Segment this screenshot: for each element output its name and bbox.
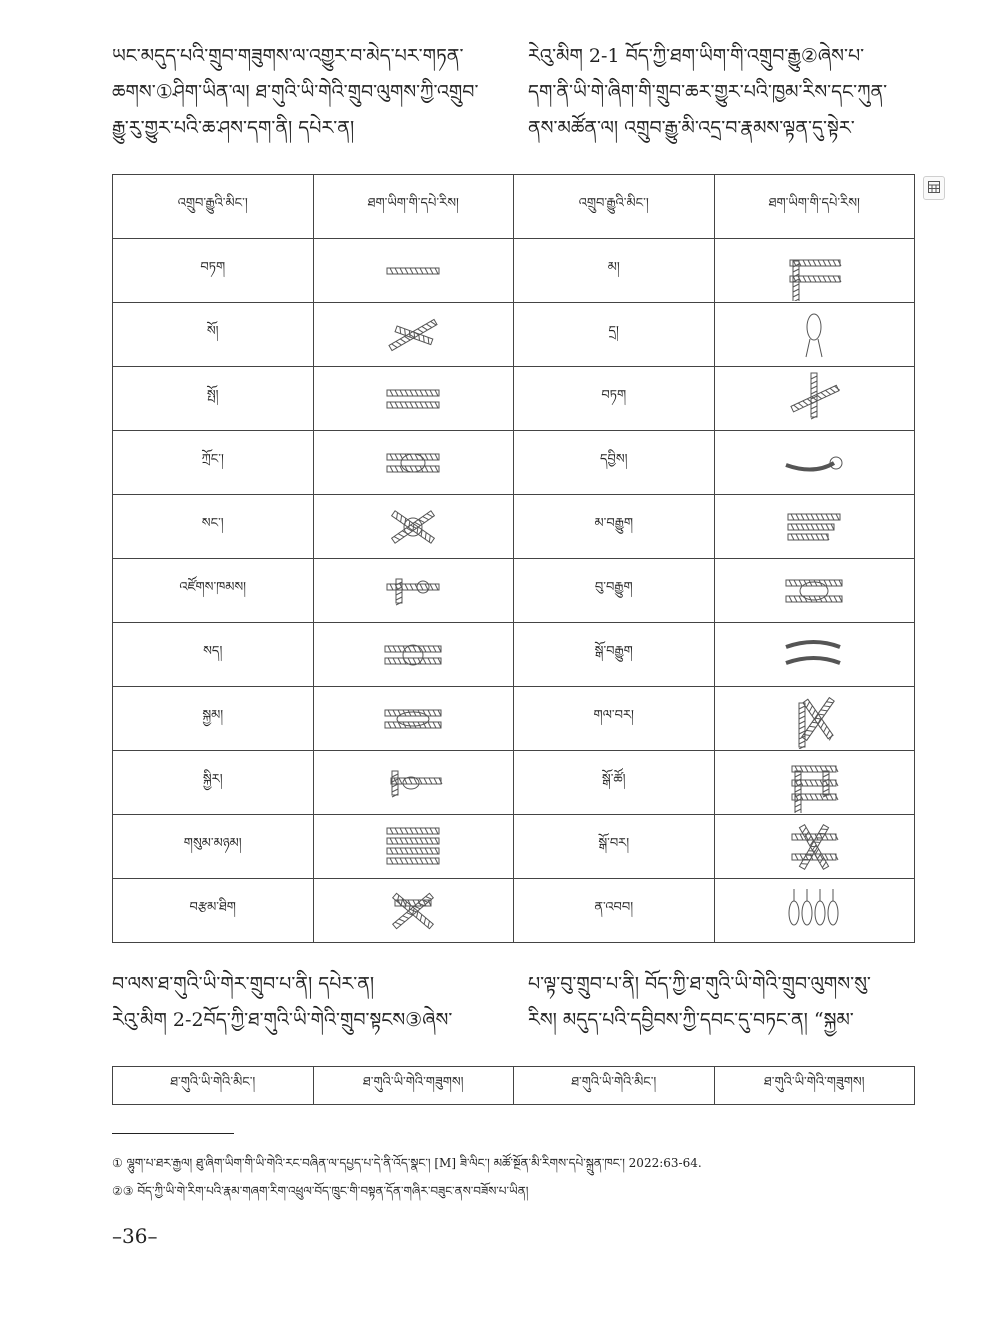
bottom-left-paragraph — [112, 966, 452, 1038]
table-header-cell: ཐ་གུའི་ཡི་གེའི་གཟུགས། — [313, 1067, 514, 1105]
ladder-icon — [778, 753, 850, 813]
table-header-cell: ཐ་གུའི་ཡི་གེའི་གཟུགས། — [714, 1067, 915, 1105]
table-select-icon[interactable] — [923, 176, 945, 200]
long-knot-icon — [377, 689, 449, 749]
table-row — [113, 879, 915, 943]
crossed-sticks-icon — [778, 689, 850, 749]
table-row — [113, 303, 915, 367]
text-line: རེའུ་མིག 2-1 བོད་ཀྱི་ཐག་ཡིག་གི་འགྲུབ་རྒྱུ②ཞེས་པ་ — [528, 45, 865, 67]
knot-diagram-cell — [714, 751, 915, 815]
knot-diagram-cell — [313, 367, 514, 431]
footnote-divider — [112, 1133, 234, 1134]
knot-name-cell: གལ་བར། — [514, 687, 715, 751]
text-line: རྒྱུ་རུ་གྱུར་པའི་ཆ་ཤས་དག་ནི། དཔེར་ན། — [112, 117, 355, 139]
text-line: ཆགས་①ཤིག་ཡིན་ལ། ཐ་གུའི་ཡི་གེའི་གྲུབ་ལུགས་ཀྱི་འགྲུབ་ — [112, 81, 479, 103]
knot-name-cell: མ་བརྒྱུག — [514, 495, 715, 559]
text-line: ཡང་མདུད་པའི་གྲུབ་གཟུགས་ལ་འགྱུར་བ་མེད་པར་གཏན་ — [112, 45, 464, 67]
stacked-rope-icon — [377, 817, 449, 877]
knot-name-cell: བུ་བརྒྱུག — [514, 559, 715, 623]
table-row — [113, 751, 915, 815]
grip-knot-icon — [377, 561, 449, 621]
knot-name-cell: སོ། — [113, 303, 314, 367]
knot-name-cell: སྤོ། — [113, 367, 314, 431]
knot-name-cell: ན་འབབ། — [514, 879, 715, 943]
text-line: བ་ལས་ཐ་གུའི་ཡི་གེར་གྲུབ་པ་ནི། དཔེར་ན། — [112, 973, 375, 995]
pendant-knots-icon — [778, 881, 850, 941]
parallel-loop-icon — [778, 625, 850, 685]
table-row — [113, 687, 915, 751]
letter-forms-table — [112, 1066, 915, 1105]
braid-knot-icon — [778, 561, 850, 621]
knot-diagram-cell — [714, 879, 915, 943]
top-right-paragraph — [528, 38, 887, 146]
knot-name-cell: བརྩམ་ཐིག — [113, 879, 314, 943]
knot-name-cell: སྐྱམ། — [113, 687, 314, 751]
knot-diagram-cell — [313, 559, 514, 623]
knot-diagram-cell — [714, 367, 915, 431]
text-line: རེའུ་མིག 2-2བོད་ཀྱི་ཐ་གུའི་ཡི་གེའི་གྲུབ་སྟངས③ཞེས་ — [112, 1009, 453, 1031]
table-row — [113, 239, 915, 303]
knot-name-cell: དྲ། — [514, 303, 715, 367]
table-header-cell: ཐག་ཡིག་གི་དཔེ་རིས། — [714, 175, 915, 239]
knot-name-cell: ཀྲོང་། — [113, 431, 314, 495]
knot-diagram-cell — [313, 495, 514, 559]
page-number: –36– — [112, 1224, 158, 1248]
bottom-right-paragraph — [528, 966, 871, 1038]
table-row — [113, 815, 915, 879]
star-lattice-icon — [778, 817, 850, 877]
table-header-cell: འགྲུབ་རྒྱུའི་མིང་། — [514, 175, 715, 239]
text-line: རིས། མདུད་པའི་དབྱིབས་ཀྱི་དབང་དུ་བཏང་ན། “སྐྱམ་ — [528, 1009, 854, 1031]
knot-diagram-cell — [714, 623, 915, 687]
knot-name-cell: སྒོ་བར། — [514, 815, 715, 879]
link-knot-icon — [377, 433, 449, 493]
knot-name-cell: སང་། — [113, 495, 314, 559]
knot-name-cell: སྐྱིར། — [113, 751, 314, 815]
knot-name-cell: དབྱིས། — [514, 431, 715, 495]
knot-diagram-cell — [313, 879, 514, 943]
double-rope-knot-icon — [778, 241, 850, 301]
knot-diagram-cell — [313, 751, 514, 815]
footnote-1: ① ལྷུག་པ་ཐར་རྒྱལ། ཐུ་ཞིག་ཡིག་གི་ཡི་གེའི་རང་བཞིན་ལ་དཔྱད་པ་དེ་ནི་འོད་སྣང་། [M] ཟི་ལིང་། མཚོ་སྔོན་མི་རིགས་དཔེ་སྐྲུན་ཁང་། 2022:63-64. — [112, 1156, 702, 1170]
table-row — [113, 495, 915, 559]
knot-diagram-cell — [313, 815, 514, 879]
knot-diagram-cell — [714, 495, 915, 559]
knot-name-cell: སད། — [113, 623, 314, 687]
knot-diagram-cell — [714, 431, 915, 495]
text-line: དག་ནི་ཡི་གེ་ཞིག་གི་གྲུབ་ཆར་གྱུར་པའི་ཁྱམ་རིས་དང་ཀུན་ — [528, 81, 888, 103]
table-header-row — [113, 175, 915, 239]
table-header-cell: འགྲུབ་རྒྱུའི་མིང་། — [113, 175, 314, 239]
table-row — [113, 367, 915, 431]
knot-diagram-cell — [714, 303, 915, 367]
knot-name-cell: སྒོ་བརྒྱུག — [514, 623, 715, 687]
loop-icon — [778, 305, 850, 365]
knot-name-cell: མ། — [514, 239, 715, 303]
lattice-knot-icon — [377, 881, 449, 941]
text-line: པ་ལྟ་བུ་གྲུབ་པ་ནི། བོད་ཀྱི་ཐ་གུའི་ཡི་གེའི་གྲུབ་ལུགས་སུ་ — [528, 973, 871, 995]
table-header-row — [113, 1067, 915, 1105]
knot-diagram-cell — [313, 687, 514, 751]
square-knot-icon — [377, 625, 449, 685]
knot-diagram-cell — [313, 239, 514, 303]
knot-diagram-cell — [313, 303, 514, 367]
twisted-rope-icon — [377, 241, 449, 301]
table-header-cell: ཐ་གུའི་ཡི་གེའི་མིང་། — [113, 1067, 314, 1105]
end-knot-icon — [778, 433, 850, 493]
knot-diagram-cell — [313, 623, 514, 687]
footnote-2: ②③ བོད་ཀྱི་ཡི་གེ་རིག་པའི་རྣམ་གཞག་རིག་འཕྲུལ་བོད་ཁྲུང་གི་བསྟན་དོན་གཞིར་བཟུང་ནས་བཟོས་པ་ཡིན། — [112, 1184, 529, 1198]
knot-name-cell: བཏག — [113, 239, 314, 303]
crossed-rope-icon — [377, 305, 449, 365]
ladder-knot-icon — [377, 753, 449, 813]
knot-name-cell: བཏག — [514, 367, 715, 431]
triple-line-icon — [778, 497, 850, 557]
table-row — [113, 623, 915, 687]
knot-diagram-cell — [313, 431, 514, 495]
table-row — [113, 431, 915, 495]
knot-diagram-cell — [714, 239, 915, 303]
knot-name-cell: འཛོགས་ཁམས། — [113, 559, 314, 623]
knot-diagram-cell — [714, 687, 915, 751]
knot-name-cell: གསུམ་མཉམ། — [113, 815, 314, 879]
knot-diagram-cell — [714, 815, 915, 879]
knot-diagram-cell — [714, 559, 915, 623]
cross-knot-icon — [778, 369, 850, 429]
table-header-cell: ཐ་གུའི་ཡི་གེའི་མིང་། — [514, 1067, 715, 1105]
table-header-cell: ཐག་ཡིག་གི་དཔེ་རིས། — [313, 175, 514, 239]
knot-components-table — [112, 174, 915, 943]
table-row — [113, 559, 915, 623]
text-line: ནས་མཚོན་ལ། འགྲུབ་རྒྱུ་མི་འདྲ་བ་རྣམས་ལྟན་དུ་སྟེར་ — [528, 117, 855, 139]
double-twisted-rope-icon — [377, 369, 449, 429]
top-left-paragraph — [112, 38, 478, 146]
knot-name-cell: སྒོ་ཚོ། — [514, 751, 715, 815]
star-knot-icon — [377, 497, 449, 557]
